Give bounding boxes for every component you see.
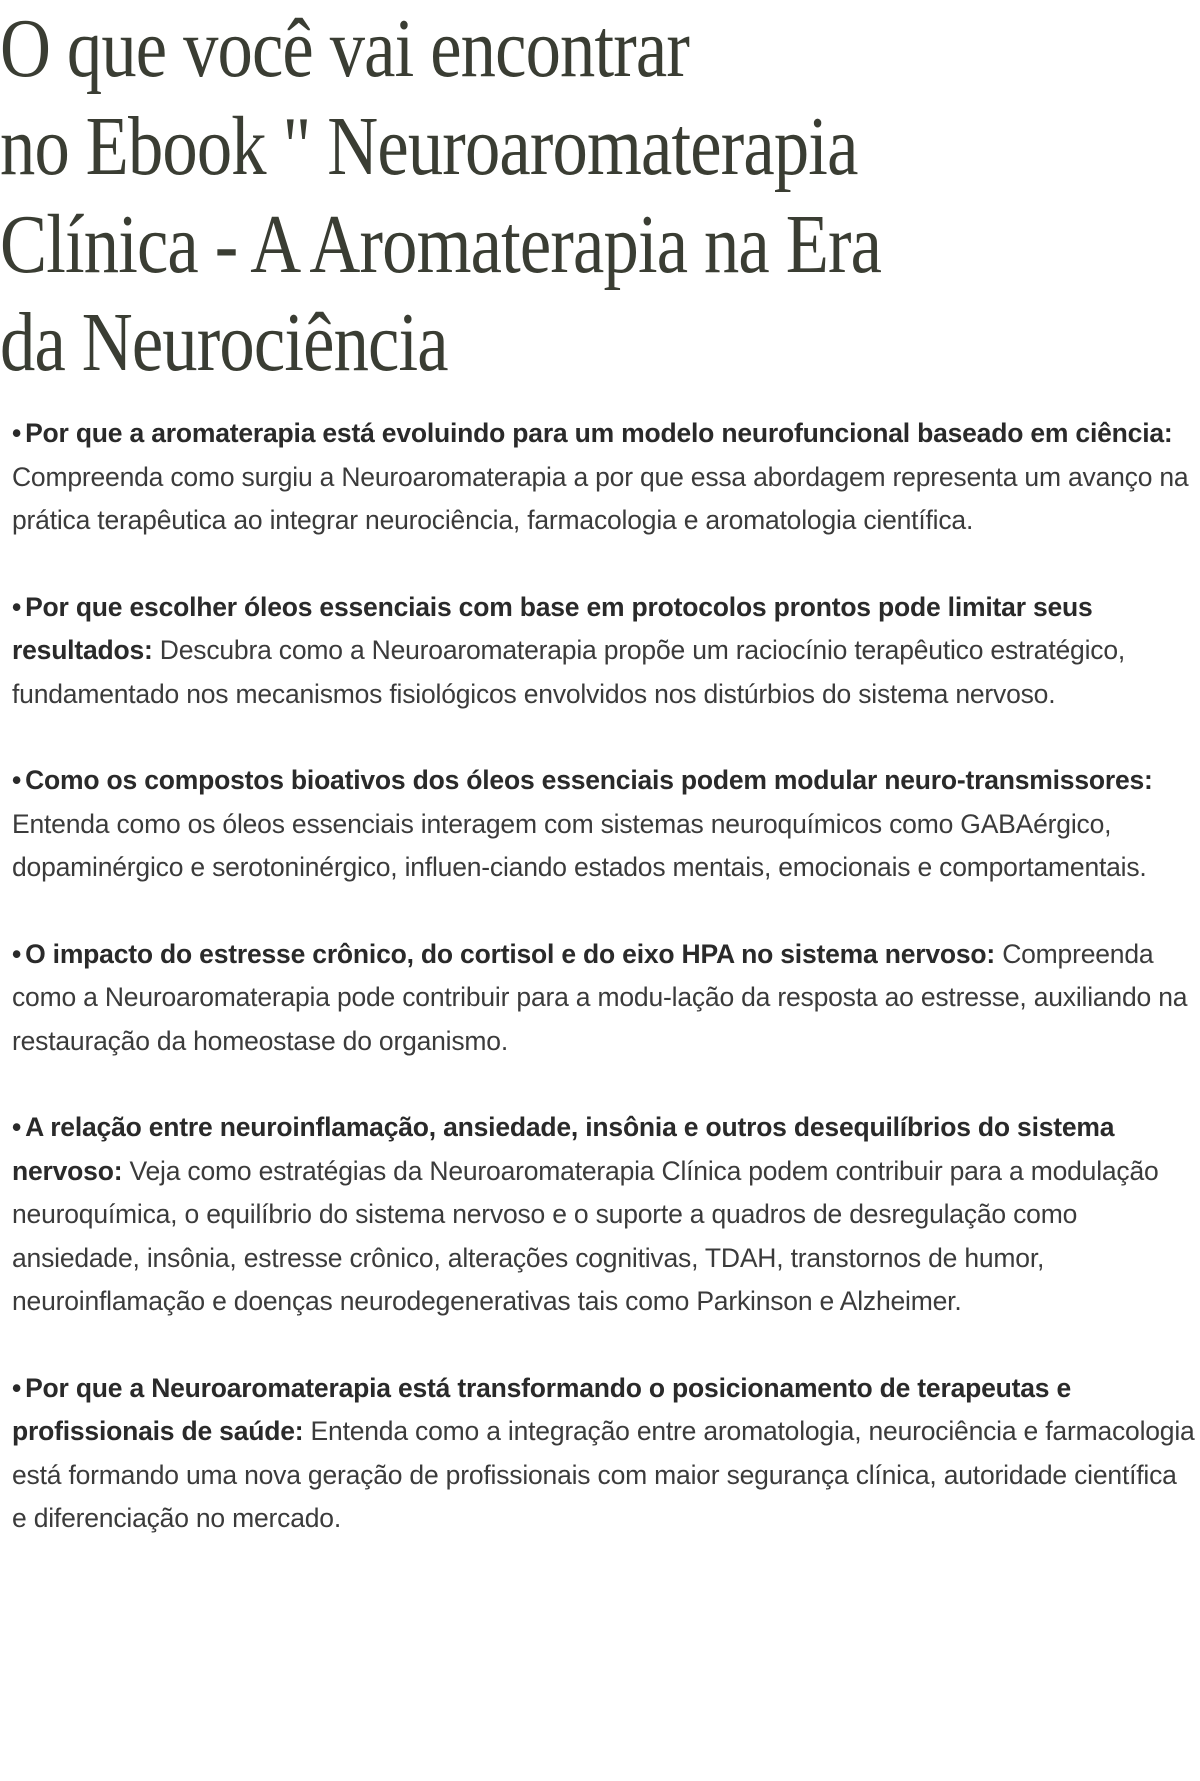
item-text: Entenda como os óleos essenciais interagem com sistemas neuroquímicos como GABAérgico, dopaminérgico e serotoninérgico, influen-ciando estados mentais, emocionais e comportamentais. — [12, 808, 1147, 882]
title-line: no Ebook " Neuroaromaterapia — [0, 100, 858, 193]
title-line: Clínica - A Aromaterapia na Era — [0, 198, 882, 291]
list-item — [12, 586, 1198, 717]
topic-list — [12, 412, 1198, 1541]
bullet-icon: • — [12, 1112, 22, 1142]
item-text: Compreenda como surgiu a Neuroaromaterapia a por que essa abordagem representa um avanço na prática terapêutica ao integrar neurociência, farmacologia e aromatologia científica. — [12, 461, 1189, 535]
item-lead: Como os compostos bioativos dos óleos essenciais podem modular neuro-transmissores: — [25, 765, 1153, 795]
bullet-icon: • — [12, 591, 22, 622]
item-lead: A relação entre neuroinflamação, ansiedade, insônia e outros desequilíbrios do sistema nervoso: — [12, 1112, 1115, 1186]
bullet-icon: • — [12, 418, 22, 448]
list-item — [12, 1367, 1198, 1541]
list-item — [12, 1106, 1198, 1324]
title-line: O que você vai encontrar — [0, 2, 690, 95]
item-lead: Por que escolher óleos essenciais com base em protocolos prontos pode limitar seus resultados: — [12, 591, 1093, 665]
page-title — [0, 0, 890, 392]
title-line: da Neurociência — [0, 296, 448, 389]
bullet-icon: • — [12, 1372, 22, 1403]
list-item — [12, 412, 1198, 543]
bullet-icon: • — [12, 765, 22, 795]
item-lead: O impacto do estresse crônico, do cortisol e do eixo HPA no sistema nervoso: — [25, 938, 996, 969]
bullet-icon: • — [12, 938, 22, 969]
item-text: Compreenda como a Neuroaromaterapia pode contribuir para a modu-lação da resposta ao estresse, auxiliando na restauração da homeostase do organismo. — [12, 938, 1188, 1056]
item-lead: Por que a Neuroaromaterapia está transformando o posicionamento de terapeutas e profissionais de saúde: — [12, 1372, 1072, 1446]
item-text: Descubra como a Neuroaromaterapia propõe um raciocínio terapêutico estratégico, fundamentado nos mecanismos fisiológicos envolvidos nos distúrbios do sistema nervoso. — [12, 635, 1126, 709]
item-text: Entenda como a integração entre aromatologia, neurociência e farmacologia está formando uma nova geração de profissionais com maior segurança clínica, autoridade científica e diferenciação no mercado. — [12, 1416, 1195, 1533]
list-item — [12, 759, 1198, 890]
list-item — [12, 933, 1198, 1064]
item-text: Veja como estratégias da Neuroaromaterapia Clínica podem contribuir para a modulação neuroquímica, o equilíbrio do sistema nervoso e o suporte a quadros de desregulação como ansiedade, insônia, estresse crônico, alterações cognitivas, TDAH, transtornos de humor, neuroinflamação e doenças neurodegenerativas tais como Parkinson e Alzheimer. — [12, 1155, 1159, 1316]
item-lead: Por que a aromaterapia está evoluindo para um modelo neurofuncional baseado em ciência: — [25, 418, 1173, 448]
